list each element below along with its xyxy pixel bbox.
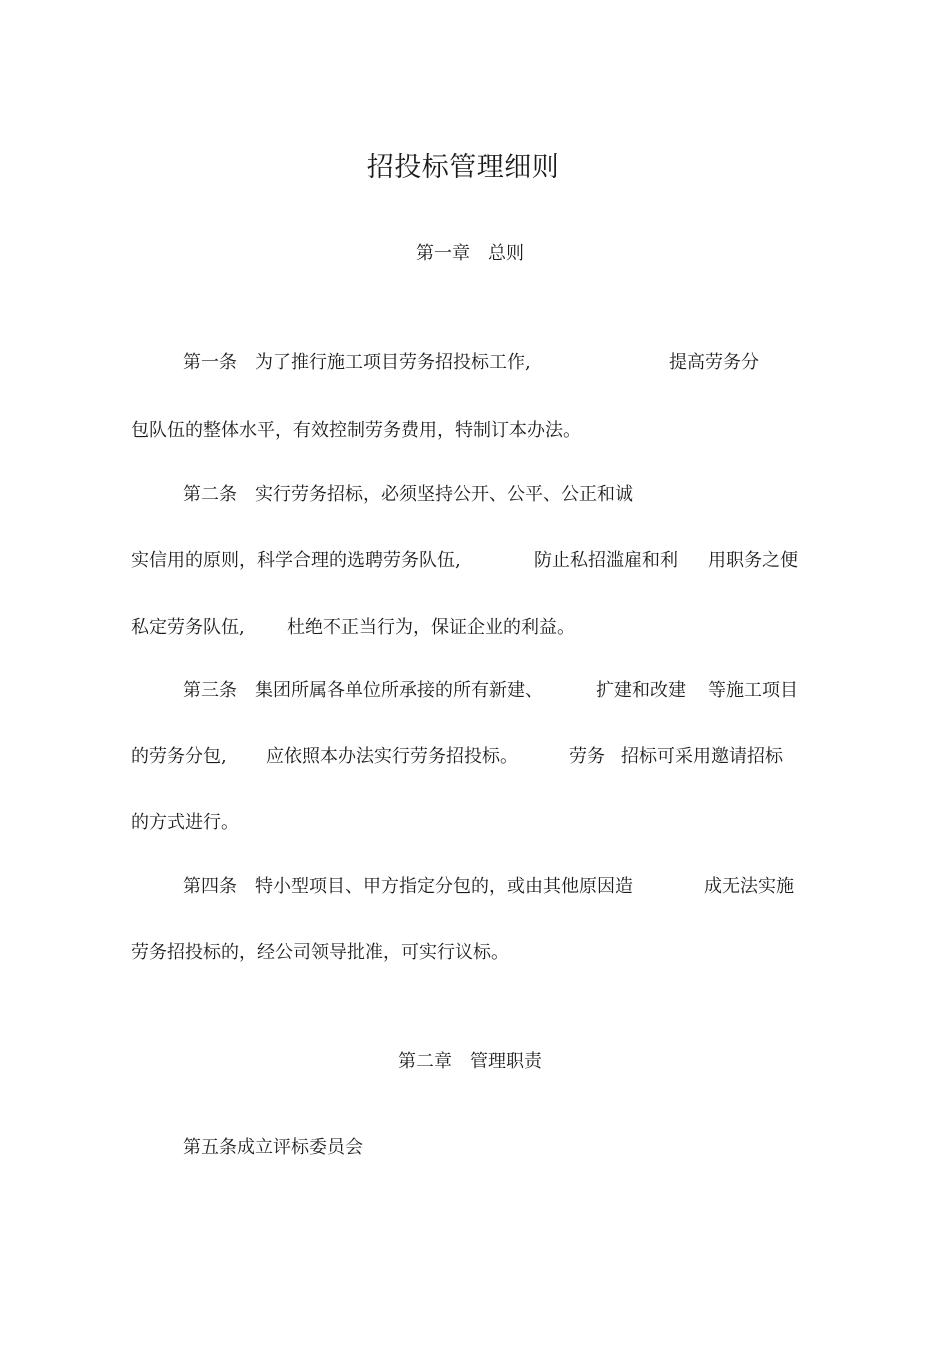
- article-2-line-3: 私定劳务队伍,: [131, 617, 245, 638]
- article-3-line-2c: 劳务: [569, 746, 605, 767]
- article-1-line-1: 第一条 为了推行施工项目劳务招投标工作,: [183, 352, 531, 373]
- article-4-line-1: 第四条 特小型项目、甲方指定分包的，或由其他原因造: [183, 876, 633, 897]
- article-2-line-2b: 防止私招滥雇和利: [534, 550, 678, 571]
- chapter-heading-1: 第一章 总则: [416, 243, 524, 264]
- article-1-line-2: 包队伍的整体水平，有效控制劳务费用，特制订本办法。: [131, 420, 581, 441]
- article-3-line-2: 的劳务分包,: [131, 746, 227, 767]
- chapter-heading-2: 第二章 管理职责: [398, 1051, 542, 1072]
- article-2-line-3b: 杜绝不正当行为，保证企业的利益。: [287, 617, 575, 638]
- article-1-line-1b: 提高劳务分: [669, 352, 759, 373]
- article-5-line-1: 第五条成立评标委员会: [183, 1137, 363, 1158]
- document-title: 招投标管理细则: [366, 152, 560, 183]
- article-3-line-2d: 招标可采用邀请招标: [621, 746, 783, 767]
- article-4-line-1b: 成无法实施: [704, 876, 794, 897]
- article-4-line-2: 劳务招投标的，经公司领导批准，可实行议标。: [131, 942, 509, 963]
- article-3-line-2b: 应依照本办法实行劳务招投标。: [266, 746, 518, 767]
- article-3-line-1c: 等施工项目: [708, 680, 798, 701]
- article-3-line-1b: 扩建和改建: [596, 680, 686, 701]
- article-3-line-3: 的方式进行。: [131, 812, 239, 833]
- article-2-line-1: 第二条 实行劳务招标，必须坚持公开、公平、公正和诚: [183, 484, 633, 505]
- article-2-line-2c: 用职务之便: [708, 550, 798, 571]
- article-2-line-2: 实信用的原则，科学合理的选聘劳务队伍,: [131, 550, 461, 571]
- article-3-line-1: 第三条 集团所属各单位所承接的所有新建、: [183, 680, 543, 701]
